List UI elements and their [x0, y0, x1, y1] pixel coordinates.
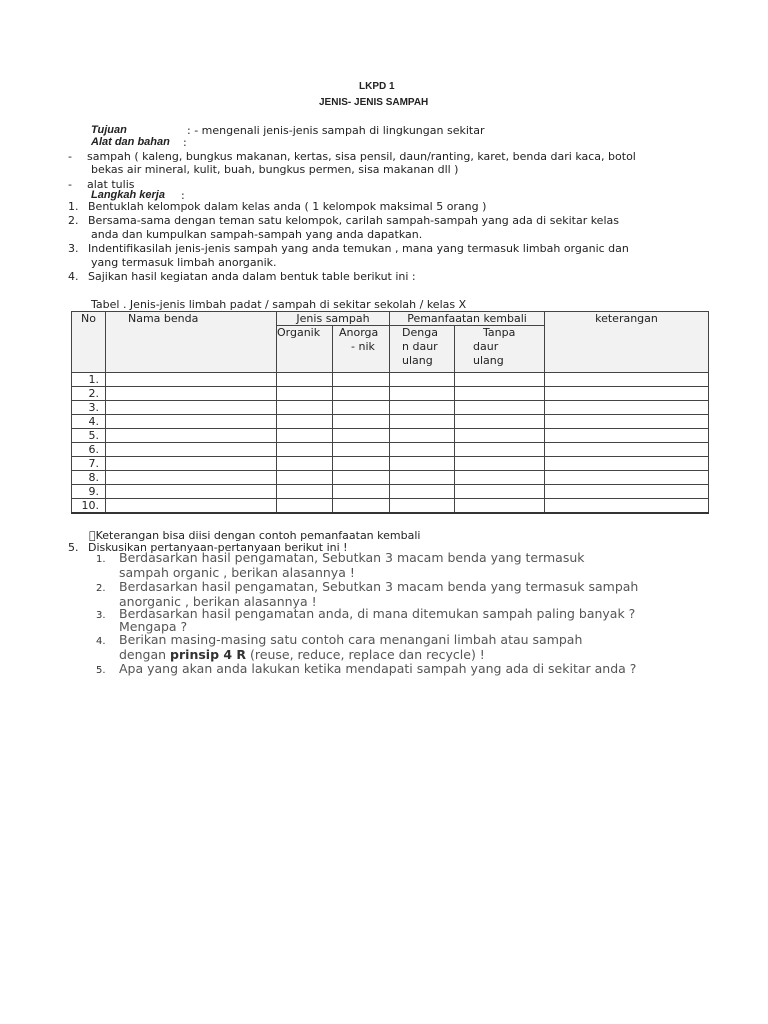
table-cell[interactable]: [545, 457, 709, 471]
table-note: Keterangan bisa diisi dengan contoh pemanfaatan kembali: [89, 529, 414, 542]
step-number: 5.: [68, 541, 79, 554]
step-text: Diskusikan pertanyaan-pertanyaan berikut ini !: [88, 541, 348, 554]
table-cell[interactable]: [106, 499, 277, 514]
table-cell[interactable]: [277, 415, 333, 429]
question-number: 1.: [96, 554, 106, 565]
question-number: 4.: [96, 636, 106, 647]
table-cell[interactable]: [545, 401, 709, 415]
table-cell[interactable]: [333, 443, 390, 457]
table-cell[interactable]: [106, 443, 277, 457]
table-row: [72, 415, 709, 429]
table-cell[interactable]: [455, 499, 545, 514]
row-number: 7.: [72, 457, 106, 471]
step-text: Indentifikasilah jenis-jenis sampah yang anda temukan , mana yang termasuk limbah organic dan: [88, 242, 629, 255]
step-text: yang termasuk limbah anorganik.: [91, 256, 277, 269]
row-number: 1.: [72, 373, 106, 387]
table-row: [72, 373, 709, 387]
question-text: sampah organic , berikan alasannya !: [119, 565, 355, 580]
header-no: No: [72, 312, 106, 373]
row-number: 6.: [72, 443, 106, 457]
table-cell[interactable]: [545, 485, 709, 499]
table-cell[interactable]: [545, 387, 709, 401]
table-cell[interactable]: [390, 443, 455, 457]
table-cell[interactable]: [333, 485, 390, 499]
subheader-dengan-line: n daur: [402, 340, 438, 353]
table-cell[interactable]: [545, 373, 709, 387]
table-cell[interactable]: [390, 415, 455, 429]
table-cell[interactable]: [390, 485, 455, 499]
table-cell[interactable]: [390, 457, 455, 471]
table-cell[interactable]: [390, 387, 455, 401]
table-cell[interactable]: [390, 401, 455, 415]
question-text: anorganic , berikan alasannya !: [119, 594, 317, 609]
subheader-tanpa-line: ulang: [473, 354, 504, 367]
table-cell[interactable]: [106, 457, 277, 471]
table-cell[interactable]: [455, 373, 545, 387]
langkah-label: Langkah kerja: [91, 189, 165, 201]
subheader-dengan-daur-ulang: [390, 326, 455, 373]
table-cell[interactable]: [545, 415, 709, 429]
bullet: -: [68, 178, 72, 191]
subheader-organik: [277, 326, 333, 373]
document-subtitle: JENIS- JENIS SAMPAH: [319, 97, 429, 108]
table-cell[interactable]: [333, 401, 390, 415]
row-number: 2.: [72, 387, 106, 401]
step-text: anda dan kumpulkan sampah-sampah yang anda dapatkan.: [91, 228, 423, 241]
table-cell[interactable]: [455, 485, 545, 499]
header-keterangan: keterangan: [545, 312, 709, 373]
table-caption: Tabel . Jenis-jenis limbah padat / sampah di sekitar sekolah / kelas X: [91, 298, 467, 311]
table-cell[interactable]: [455, 429, 545, 443]
question-text: Berdasarkan hasil pengamatan, Sebutkan 3 macam benda yang termasuk sampah: [119, 579, 639, 594]
table-cell[interactable]: [455, 457, 545, 471]
question-text: Berdasarkan hasil pengamatan, Sebutkan 3 macam benda yang termasuk: [119, 550, 585, 565]
table-cell[interactable]: [277, 471, 333, 485]
subheader-dengan-line: ulang: [402, 354, 433, 367]
table-cell[interactable]: [277, 373, 333, 387]
table-cell[interactable]: [333, 429, 390, 443]
table-row: [72, 387, 709, 401]
table-row: [72, 457, 709, 471]
table-row: [72, 443, 709, 457]
row-number: 4.: [72, 415, 106, 429]
question-text: Apa yang akan anda lakukan ketika mendapati sampah yang ada di sekitar anda ?: [119, 661, 637, 676]
alat-item-1-line-2: bekas air mineral, kulit, buah, bungkus permen, sisa makanan dll ): [91, 163, 459, 176]
question-text-part: dengan: [119, 647, 171, 662]
subheader-organik-text: Organik: [277, 326, 321, 339]
header-jenis-sampah: Jenis sampah: [277, 312, 390, 326]
table-cell[interactable]: [277, 401, 333, 415]
waste-table: [71, 311, 709, 514]
table-cell[interactable]: [455, 471, 545, 485]
question-text: Berdasarkan hasil pengamatan anda, di mana ditemukan sampah paling banyak ?: [119, 606, 636, 621]
subheader-tanpa-daur-ulang: [455, 326, 545, 373]
table-cell[interactable]: [106, 373, 277, 387]
table-cell[interactable]: [455, 443, 545, 457]
table-row: [72, 429, 709, 443]
header-pemanfaatan: Pemanfaatan kembali: [390, 312, 545, 326]
table-row: [72, 401, 709, 415]
row-number: 10.: [72, 499, 106, 514]
table-cell[interactable]: [390, 373, 455, 387]
row-number: 8.: [72, 471, 106, 485]
table-header-row: [72, 312, 709, 326]
table-cell[interactable]: [333, 415, 390, 429]
question-text-part: (reuse, reduce, replace dan recycle) !: [246, 647, 485, 662]
tujuan-text: : - mengenali jenis-jenis sampah di lingkungan sekitar: [187, 124, 485, 137]
question-number: 5.: [96, 665, 106, 676]
table-cell[interactable]: [390, 429, 455, 443]
subheader-tanpa-line: daur: [473, 340, 499, 353]
table-row: [72, 485, 709, 499]
table-cell[interactable]: [277, 429, 333, 443]
table-cell[interactable]: [277, 387, 333, 401]
table-cell[interactable]: [333, 471, 390, 485]
table-cell[interactable]: [277, 443, 333, 457]
question-text: Berikan masing-masing satu contoh cara menangani limbah atau sampah: [119, 632, 583, 647]
alat-colon: :: [183, 136, 187, 149]
alat-item-2: alat tulis: [87, 178, 135, 191]
table-cell[interactable]: [455, 401, 545, 415]
table-cell[interactable]: [106, 485, 277, 499]
subheader-dengan-line: Denga: [402, 326, 438, 339]
step-number: 1.: [68, 200, 79, 213]
table-cell[interactable]: [106, 387, 277, 401]
alat-label: Alat dan bahan: [91, 136, 170, 148]
question-number: 2.: [96, 583, 106, 594]
table-cell[interactable]: [545, 499, 709, 514]
table-cell[interactable]: [390, 471, 455, 485]
table-cell[interactable]: [106, 429, 277, 443]
bullet: -: [68, 150, 72, 163]
table-cell[interactable]: [545, 471, 709, 485]
table-cell[interactable]: [106, 471, 277, 485]
step-text: Bentuklah kelompok dalam kelas anda ( 1 kelompok maksimal 5 orang ): [88, 200, 487, 213]
subheader-anorganik-line: - nik: [351, 340, 375, 353]
table-cell[interactable]: [545, 443, 709, 457]
subheader-anorganik-line: Anorga: [339, 326, 379, 339]
table-cell[interactable]: [455, 415, 545, 429]
subheader-anorganik: [333, 326, 390, 373]
table-row: [72, 499, 709, 514]
subheader-tanpa-line: Tanpa: [483, 326, 516, 339]
row-number: 5.: [72, 429, 106, 443]
tujuan-label: Tujuan: [91, 124, 127, 136]
table-cell[interactable]: [106, 415, 277, 429]
row-number: 9.: [72, 485, 106, 499]
step-number: 4.: [68, 270, 79, 283]
table-cell[interactable]: [277, 499, 333, 514]
step-number: 3.: [68, 242, 79, 255]
table-cell[interactable]: [333, 457, 390, 471]
table-cell[interactable]: [333, 387, 390, 401]
table-cell[interactable]: [545, 429, 709, 443]
table-row: [72, 471, 709, 485]
step-text: Bersama-sama dengan teman satu kelompok, carilah sampah-sampah yang ada di sekitar kelas: [88, 214, 619, 227]
alat-item-1-line-1: sampah ( kaleng, bungkus makanan, kertas, sisa pensil, daun/ranting, karet, benda dari kaca, botol: [87, 150, 636, 163]
question-number: 3.: [96, 610, 106, 621]
document-title: LKPD 1: [359, 81, 395, 92]
table-cell[interactable]: [333, 373, 390, 387]
question-text: Mengapa ?: [119, 619, 188, 634]
table-cell[interactable]: [390, 499, 455, 514]
table-cell[interactable]: [106, 401, 277, 415]
table-cell[interactable]: [455, 387, 545, 401]
table-cell[interactable]: [333, 499, 390, 514]
step-number: 2.: [68, 214, 79, 227]
table-cell[interactable]: [277, 457, 333, 471]
header-nama-benda: Nama benda: [106, 312, 277, 373]
row-number: 3.: [72, 401, 106, 415]
table-cell[interactable]: [277, 485, 333, 499]
step-text: Sajikan hasil kegiatan anda dalam bentuk table berikut ini :: [88, 270, 416, 283]
langkah-colon: :: [181, 189, 185, 202]
question-bold-term: prinsip 4 R: [170, 647, 247, 662]
